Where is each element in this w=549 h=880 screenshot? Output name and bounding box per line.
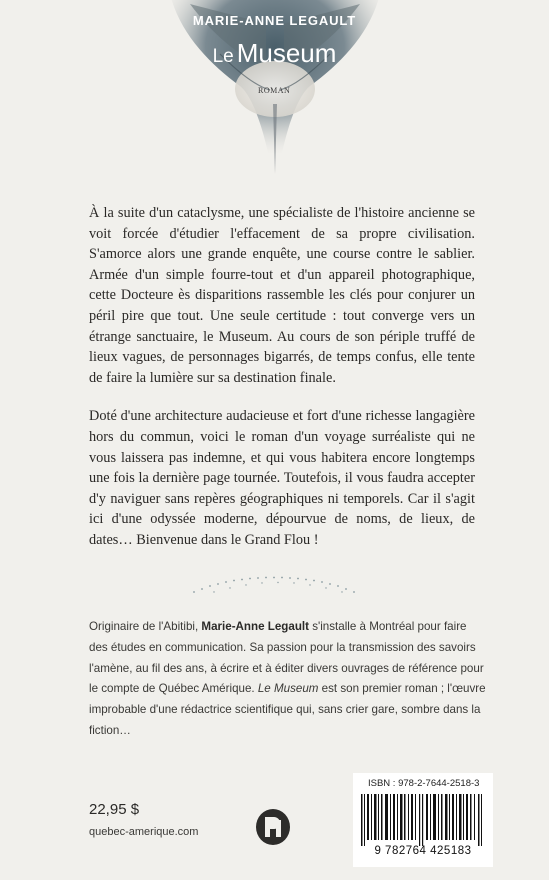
bio-paragraph bbox=[89, 617, 487, 742]
blurb-paragraph-1: À la suite d'un cataclysme, une spécialiste de l'histoire ancienne se voit forcée d'étudier l'effacement de sa propre civilisation. S'amorce alors une grande enquête, une course contre le sablier. Armée d'un simple fourre-tout et d'un appareil photographique, cette Docteure ès disparitions rassemble les clés pour conjurer un péril pire que tout. Une seule certitude : tout converge vers un étrange sanctuaire, le Museum. Au cours de son périple truffé de lieux vagues, de personnages bigarrés, de temps confus, elle tente de faire la lumière sur sa destination finale. bbox=[89, 205, 475, 386]
barcode-digits: 9 782764 425183 bbox=[374, 845, 472, 857]
cover-title bbox=[0, 38, 549, 69]
dotted-divider bbox=[190, 570, 370, 600]
bio-intro: Originaire de l'Abitibi, bbox=[89, 620, 202, 633]
blurb-paragraph-2: Doté d'une architecture audacieuse et fort d'une richesse langagière hors du commun, voici le roman d'un voyage surréaliste qui ne vous laissera pas indemne, et qui vous habitera encore longtemps une fois la dernière page tournée. Toutefois, il vous faudra accepter d'y naviguer sans repères géographiques ni temporels. Car il s'agit ici d'une odyssée moderne, dépourvue de noms, de lieux, de dates… Bienvenue dans le Grand Flou ! bbox=[89, 408, 475, 548]
bio-book-title: Le Museum bbox=[257, 682, 319, 696]
price: 22,95 $ bbox=[89, 801, 140, 818]
isbn-label: ISBN : 978-2-7644-2518-3 bbox=[368, 778, 480, 789]
barcode-graphic bbox=[359, 794, 487, 846]
title-prefix: Le bbox=[212, 46, 234, 67]
bio-author-name: Marie-Anne Legault bbox=[201, 620, 309, 633]
isbn-barcode-box bbox=[353, 773, 493, 867]
bio-middle: s'installe à Montréal pour faire des études en communication. Sa passion pour la transmission des savoirs l'amène, au fil des ans, à écrire et à éditer divers ouvrages de référence pour le compte de Québec Amérique. bbox=[89, 620, 484, 696]
publisher-website: quebec-amerique.com bbox=[89, 826, 199, 838]
cover-genre: ROMAN bbox=[258, 86, 291, 95]
publisher-logo-icon bbox=[255, 808, 291, 846]
author-bio bbox=[89, 617, 487, 742]
bio-end: est son premier roman ; l'œuvre improbable d'une rédactrice scientifique qui, sans crier gare, sombre dans la fiction… bbox=[89, 682, 486, 737]
back-cover-blurb bbox=[89, 203, 475, 551]
cover-author: MARIE-ANNE LEGAULT bbox=[192, 13, 357, 28]
title-main: Museum bbox=[236, 38, 337, 68]
